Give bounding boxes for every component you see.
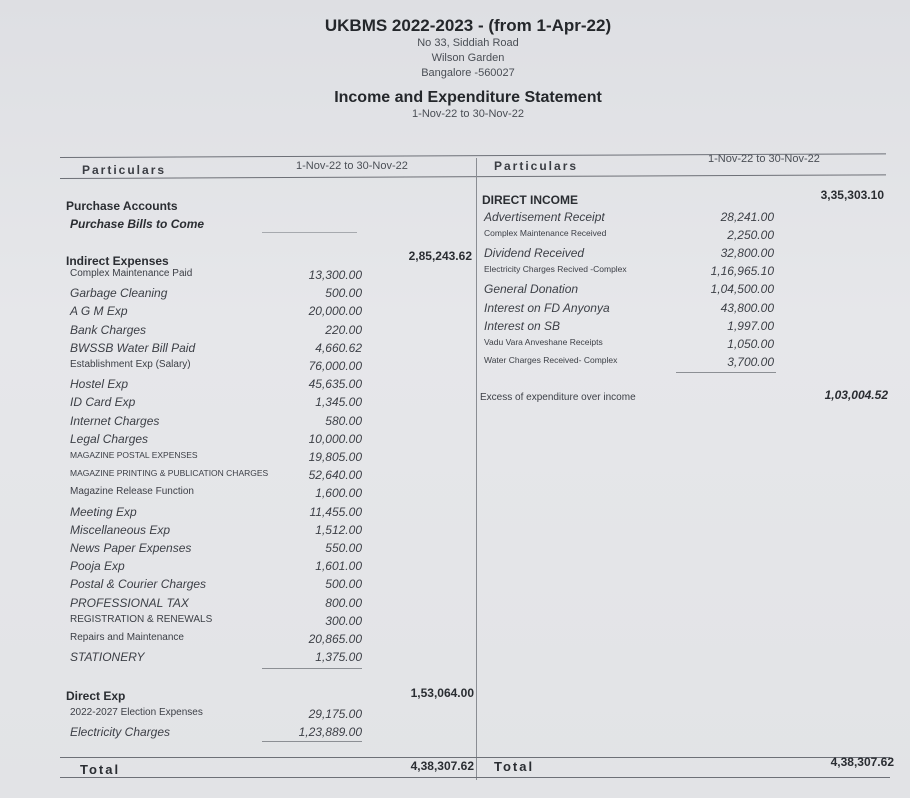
line-item-amount: 3,700.00 [727, 354, 774, 369]
total-bottom-rule [60, 777, 890, 778]
line-item-amount: 500.00 [325, 577, 362, 592]
line-item-amount: 1,16,965.10 [710, 264, 774, 279]
line-item-label: Meeting Exp [70, 504, 137, 519]
direct-income-label: DIRECT INCOME [482, 193, 578, 207]
right-particulars-header: Particulars [494, 159, 579, 173]
line-item-amount: 19,805.00 [308, 450, 362, 464]
line-item-label: Interest on FD Anyonya [484, 300, 610, 315]
line-item-amount: 20,000.00 [308, 304, 362, 319]
direct-rule [262, 741, 362, 742]
line-item-amount: 2,250.00 [727, 228, 774, 243]
line-item-amount: 580.00 [325, 413, 362, 428]
line-item-amount: 1,04,500.00 [710, 282, 774, 297]
excess-amount: 1,03,004.52 [824, 388, 888, 402]
line-item-amount: 1,050.00 [727, 336, 774, 351]
indirect-rule [262, 668, 362, 669]
line-item-label: Magazine Release Function [70, 486, 194, 498]
line-item-label: General Donation [484, 282, 579, 297]
line-item-amount: 1,512.00 [315, 522, 362, 537]
line-item-label: Hostel Exp [70, 377, 129, 392]
line-item-label: 2022-2027 Election Expenses [70, 707, 203, 718]
line-item-label: Advertisement Receipt [484, 210, 605, 224]
line-item-label: Complex Maintenance Paid [70, 268, 193, 279]
line-item-label: Water Charges Received- Complex [484, 354, 618, 365]
line-item-label: BWSSB Water Bill Paid [70, 340, 196, 355]
address-line-2: Wilson Garden [431, 52, 505, 64]
line-item-label: News Paper Expenses [70, 541, 192, 555]
line-item-label: Vadu Vara Anveshane Receipts [484, 336, 603, 347]
excess-label: Excess of expenditure over income [480, 392, 636, 403]
line-item-amount: 220.00 [325, 322, 362, 337]
statement-period: 1-Nov-22 to 30-Nov-22 [412, 108, 524, 120]
line-item-label: ID Card Exp [70, 395, 136, 410]
line-item-amount: 43,800.00 [720, 300, 774, 315]
line-item-label: Repairs and Maintenance [70, 632, 184, 643]
line-item-amount: 550.00 [325, 541, 362, 555]
line-item-label: Legal Charges [70, 431, 149, 446]
indirect-expenses-total: 2,85,243.62 [408, 249, 472, 263]
line-item-label: MAGAZINE PRINTING & PUBLICATION CHARGES [70, 468, 269, 479]
address-line-3: Bangalore -560027 [421, 67, 515, 79]
line-item-label: Complex Maintenance Received [484, 228, 607, 239]
center-divider [476, 158, 477, 780]
purchase-bills-label: Purchase Bills to Come [70, 217, 205, 231]
left-period-header: 1-Nov-22 to 30-Nov-22 [296, 160, 408, 172]
line-item-amount: 76,000.00 [308, 359, 362, 373]
line-item-label: MAGAZINE POSTAL EXPENSES [70, 450, 198, 460]
line-item-label: REGISTRATION & RENEWALS [70, 613, 213, 625]
purchase-rule [262, 232, 357, 233]
line-item-amount: 1,375.00 [315, 650, 362, 665]
line-item-label: Electricity Charges [70, 725, 171, 739]
line-item-label: STATIONERY [70, 650, 145, 665]
line-item-amount: 4,660.62 [315, 340, 362, 355]
address-line-1: No 33, Siddiah Road [417, 37, 519, 49]
line-item-amount: 1,601.00 [315, 559, 362, 574]
direct-exp-total: 1,53,064.00 [410, 686, 474, 700]
line-item-label: Postal & Courier Charges [70, 577, 207, 592]
right-total-label: Total [494, 759, 535, 774]
line-item-amount: 10,000.00 [308, 431, 362, 446]
line-item-amount: 29,175.00 [308, 707, 362, 721]
line-item-label: Interest on SB [484, 318, 561, 333]
direct-exp-label: Direct Exp [66, 689, 126, 703]
line-item-amount: 500.00 [325, 286, 362, 301]
line-item-amount: 13,300.00 [308, 268, 362, 282]
line-item-label: Miscellaneous Exp [70, 522, 171, 537]
left-particulars-header: Particulars [82, 163, 167, 177]
line-item-amount: 11,455.00 [309, 504, 362, 519]
line-item-label: Pooja Exp [70, 559, 125, 574]
total-top-rule [60, 757, 890, 758]
line-item-label: Dividend Received [484, 246, 585, 261]
direct-income-total: 3,35,303.10 [820, 188, 884, 202]
line-item-amount: 800.00 [325, 595, 362, 610]
purchase-accounts-label: Purchase Accounts [66, 199, 178, 213]
line-item-amount: 300.00 [325, 613, 362, 628]
line-item-amount: 1,997.00 [727, 318, 774, 333]
right-period-header: 1-Nov-22 to 30-Nov-22 [708, 153, 820, 165]
line-item-amount: 1,600.00 [315, 486, 362, 501]
line-item-amount: 52,640.00 [308, 468, 362, 483]
left-total-amount: 4,38,307.62 [410, 759, 474, 773]
line-item-label: Garbage Cleaning [70, 286, 168, 301]
line-item-amount: 1,345.00 [315, 395, 362, 410]
line-item-label: Electricity Charges Recived -Complex [484, 264, 627, 275]
line-item-amount: 1,23,889.00 [298, 725, 362, 739]
line-item-amount: 20,865.00 [308, 632, 362, 646]
line-item-label: Bank Charges [70, 322, 147, 337]
line-item-label: Establishment Exp (Salary) [70, 359, 191, 370]
indirect-expenses-label: Indirect Expenses [66, 254, 169, 268]
report-header [0, 16, 910, 122]
line-item-amount: 28,241.00 [720, 210, 774, 224]
line-item-label: A G M Exp [70, 304, 128, 319]
line-item-amount: 32,800.00 [720, 246, 774, 261]
statement-title: Income and Expenditure Statement [334, 89, 602, 106]
line-item-label: Internet Charges [70, 413, 160, 428]
left-total-label: Total [80, 762, 121, 777]
header-bottom-rule [60, 174, 886, 179]
right-total-amount: 4,38,307.62 [830, 755, 894, 769]
line-item-label: PROFESSIONAL TAX [70, 595, 189, 610]
income-rule [676, 372, 776, 373]
line-item-amount: 45,635.00 [308, 377, 362, 392]
report-title: UKBMS 2022-2023 - (from 1-Apr-22) [324, 16, 612, 35]
